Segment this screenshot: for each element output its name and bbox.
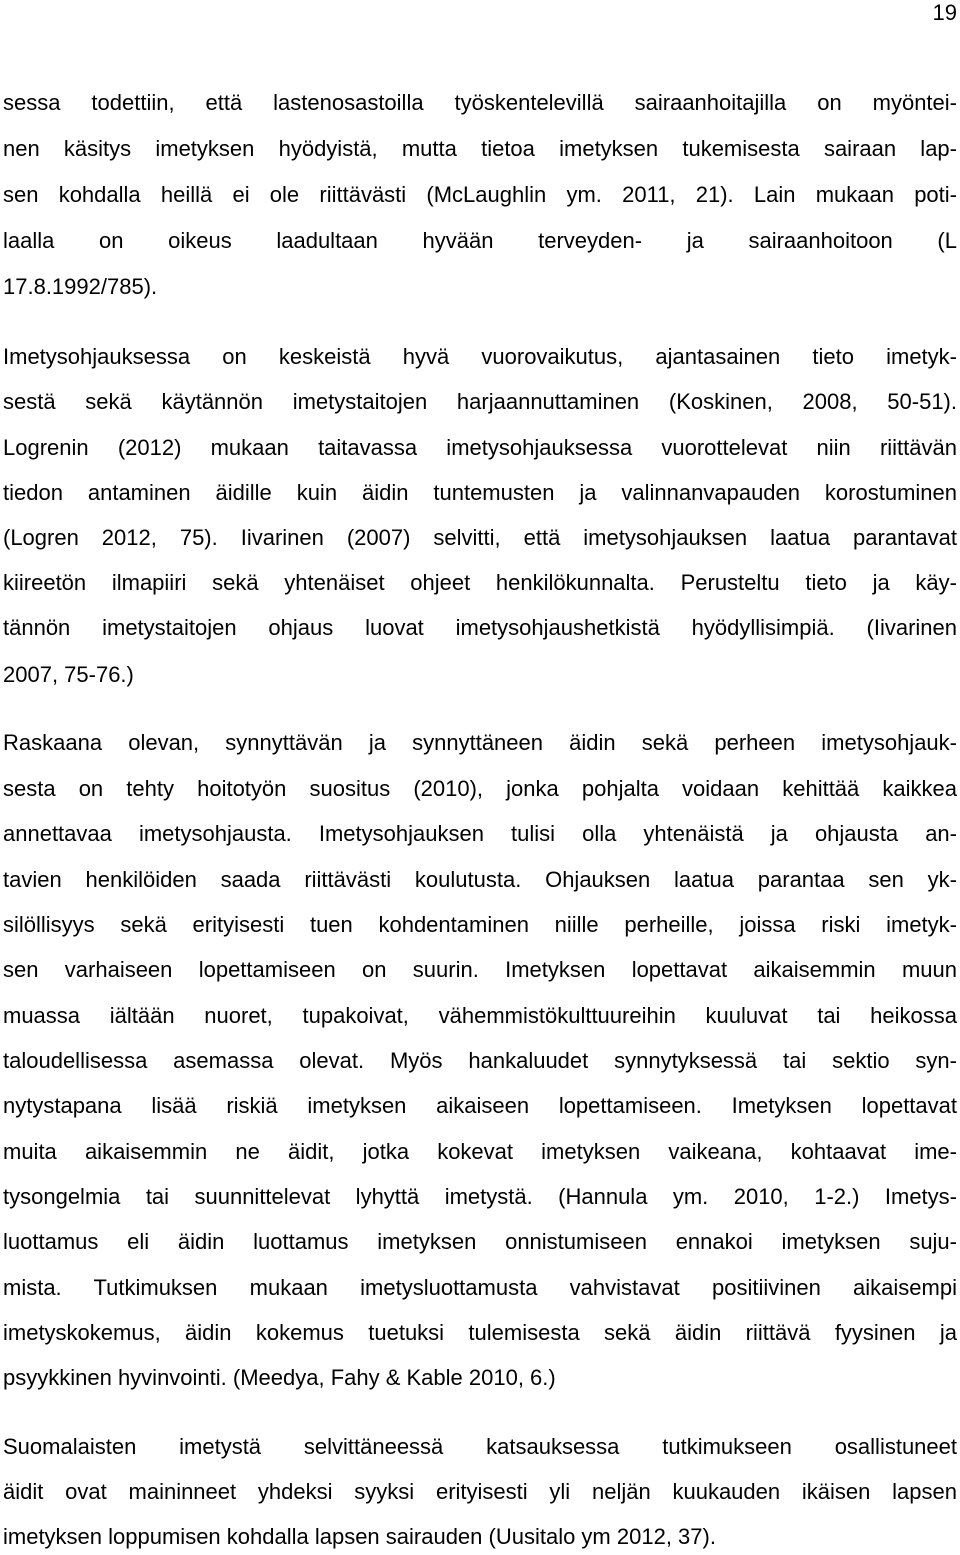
paragraph-3-line-8: taloudellisessa asemassa olevat. Myös hankaluudet synnytyksessä tai sektio syn- (3, 1048, 957, 1073)
paragraph-4-line-1: Suomalaisten imetystä selvittäneessä katsauksessa tutkimukseen osallistuneet (3, 1434, 957, 1459)
paragraph-3-line-6: sen varhaiseen lopettamiseen on suurin. Imetyksen lopettavat aikaisemmin muun (3, 957, 957, 982)
paragraph-3-line-9: nytystapana lisää riskiä imetyksen aikaiseen lopettamiseen. Imetyksen lopettavat (3, 1093, 957, 1118)
paragraph-2-line-2: sestä sekä käytännön imetystaitojen harjaannuttaminen (Koskinen, 2008, 50-51). (3, 389, 957, 414)
paragraph-1-line-4: laalla on oikeus laadultaan hyvään terveyden- ja sairaanhoitoon (L (3, 228, 957, 253)
paragraph-3-line-1: Raskaana olevan, synnyttävän ja synnyttäneen äidin sekä perheen imetysohjauk- (3, 730, 957, 755)
paragraph-3-line-4: tavien henkilöiden saada riittävästi koulutusta. Ohjauksen laatua parantaa sen yk- (3, 867, 957, 892)
paragraph-2-line-3: Logrenin (2012) mukaan taitavassa imetysohjauksessa vuorottelevat niin riittävän (3, 435, 957, 460)
paragraph-2-line-8: 2007, 75-76.) (3, 662, 134, 687)
paragraph-3-line-5: silöllisyys sekä erityisesti tuen kohdentaminen niille perheille, joissa riski imetyk- (3, 912, 957, 937)
paragraph-3-line-13: mista. Tutkimuksen mukaan imetysluottamusta vahvistavat positiivinen aikaisempi (3, 1275, 957, 1300)
paragraph-3-line-15: psyykkinen hyvinvointi. (Meedya, Fahy & Kable 2010, 6.) (3, 1365, 556, 1390)
paragraph-1-line-5: 17.8.1992/785). (3, 274, 158, 299)
page-number: 19 (932, 0, 957, 25)
paragraph-3-line-12: luottamus eli äidin luottamus imetyksen onnistumiseen ennakoi imetyksen suju- (3, 1229, 957, 1254)
paragraph-2-line-6: kiireetön ilmapiiri sekä yhtenäiset ohjeet henkilökunnalta. Perusteltu tieto ja käy- (3, 570, 957, 595)
paragraph-3-line-14: imetyskokemus, äidin kokemus tuetuksi tulemisesta sekä äidin riittävä fyysinen ja (3, 1320, 957, 1345)
paragraph-3-line-7: muassa iältään nuoret, tupakoivat, vähemmistökulttuureihin kuuluvat tai heikossa (3, 1003, 957, 1028)
paragraph-3-line-11: tysongelmia tai suunnittelevat lyhyttä imetystä. (Hannula ym. 2010, 1-2.) Imetys- (3, 1184, 957, 1209)
paragraph-1-line-1: sessa todettiin, että lastenosastoilla työskentelevillä sairaanhoitajilla on myöntei- (3, 90, 957, 115)
paragraph-2-line-5: (Logren 2012, 75). Iivarinen (2007) selvitti, että imetysohjauksen laatua parantavat (3, 525, 957, 550)
paragraph-1-line-3: sen kohdalla heillä ei ole riittävästi (McLaughlin ym. 2011, 21). Lain mukaan poti- (3, 182, 957, 207)
paragraph-4-line-2: äidit ovat maininneet yhdeksi syyksi erityisesti yli neljän kuukauden ikäisen lapsen (3, 1479, 957, 1504)
paragraph-1-line-2: nen käsitys imetyksen hyödyistä, mutta tietoa imetyksen tukemisesta sairaan lap- (3, 136, 957, 161)
paragraph-4-line-3: imetyksen loppumisen kohdalla lapsen sairauden (Uusitalo ym 2012, 37). (3, 1524, 716, 1549)
paragraph-2-line-7: tännön imetystaitojen ohjaus luovat imetysohjaushetkistä hyödyllisimpiä. (Iivarinen (3, 615, 957, 640)
paragraph-2-line-1: Imetysohjauksessa on keskeistä hyvä vuorovaikutus, ajantasainen tieto imetyk- (3, 344, 957, 369)
paragraph-2-line-4: tiedon antaminen äidille kuin äidin tuntemusten ja valinnanvapauden korostuminen (3, 480, 957, 505)
paragraph-3-line-3: annettavaa imetysohjausta. Imetysohjauksen tulisi olla yhtenäistä ja ohjausta an- (3, 821, 957, 846)
paragraph-3-line-10: muita aikaisemmin ne äidit, jotka kokevat imetyksen vaikeana, kohtaavat ime- (3, 1139, 957, 1164)
paragraph-3-line-2: sesta on tehty hoitotyön suositus (2010), jonka pohjalta voidaan kehittää kaikkea (3, 776, 957, 801)
